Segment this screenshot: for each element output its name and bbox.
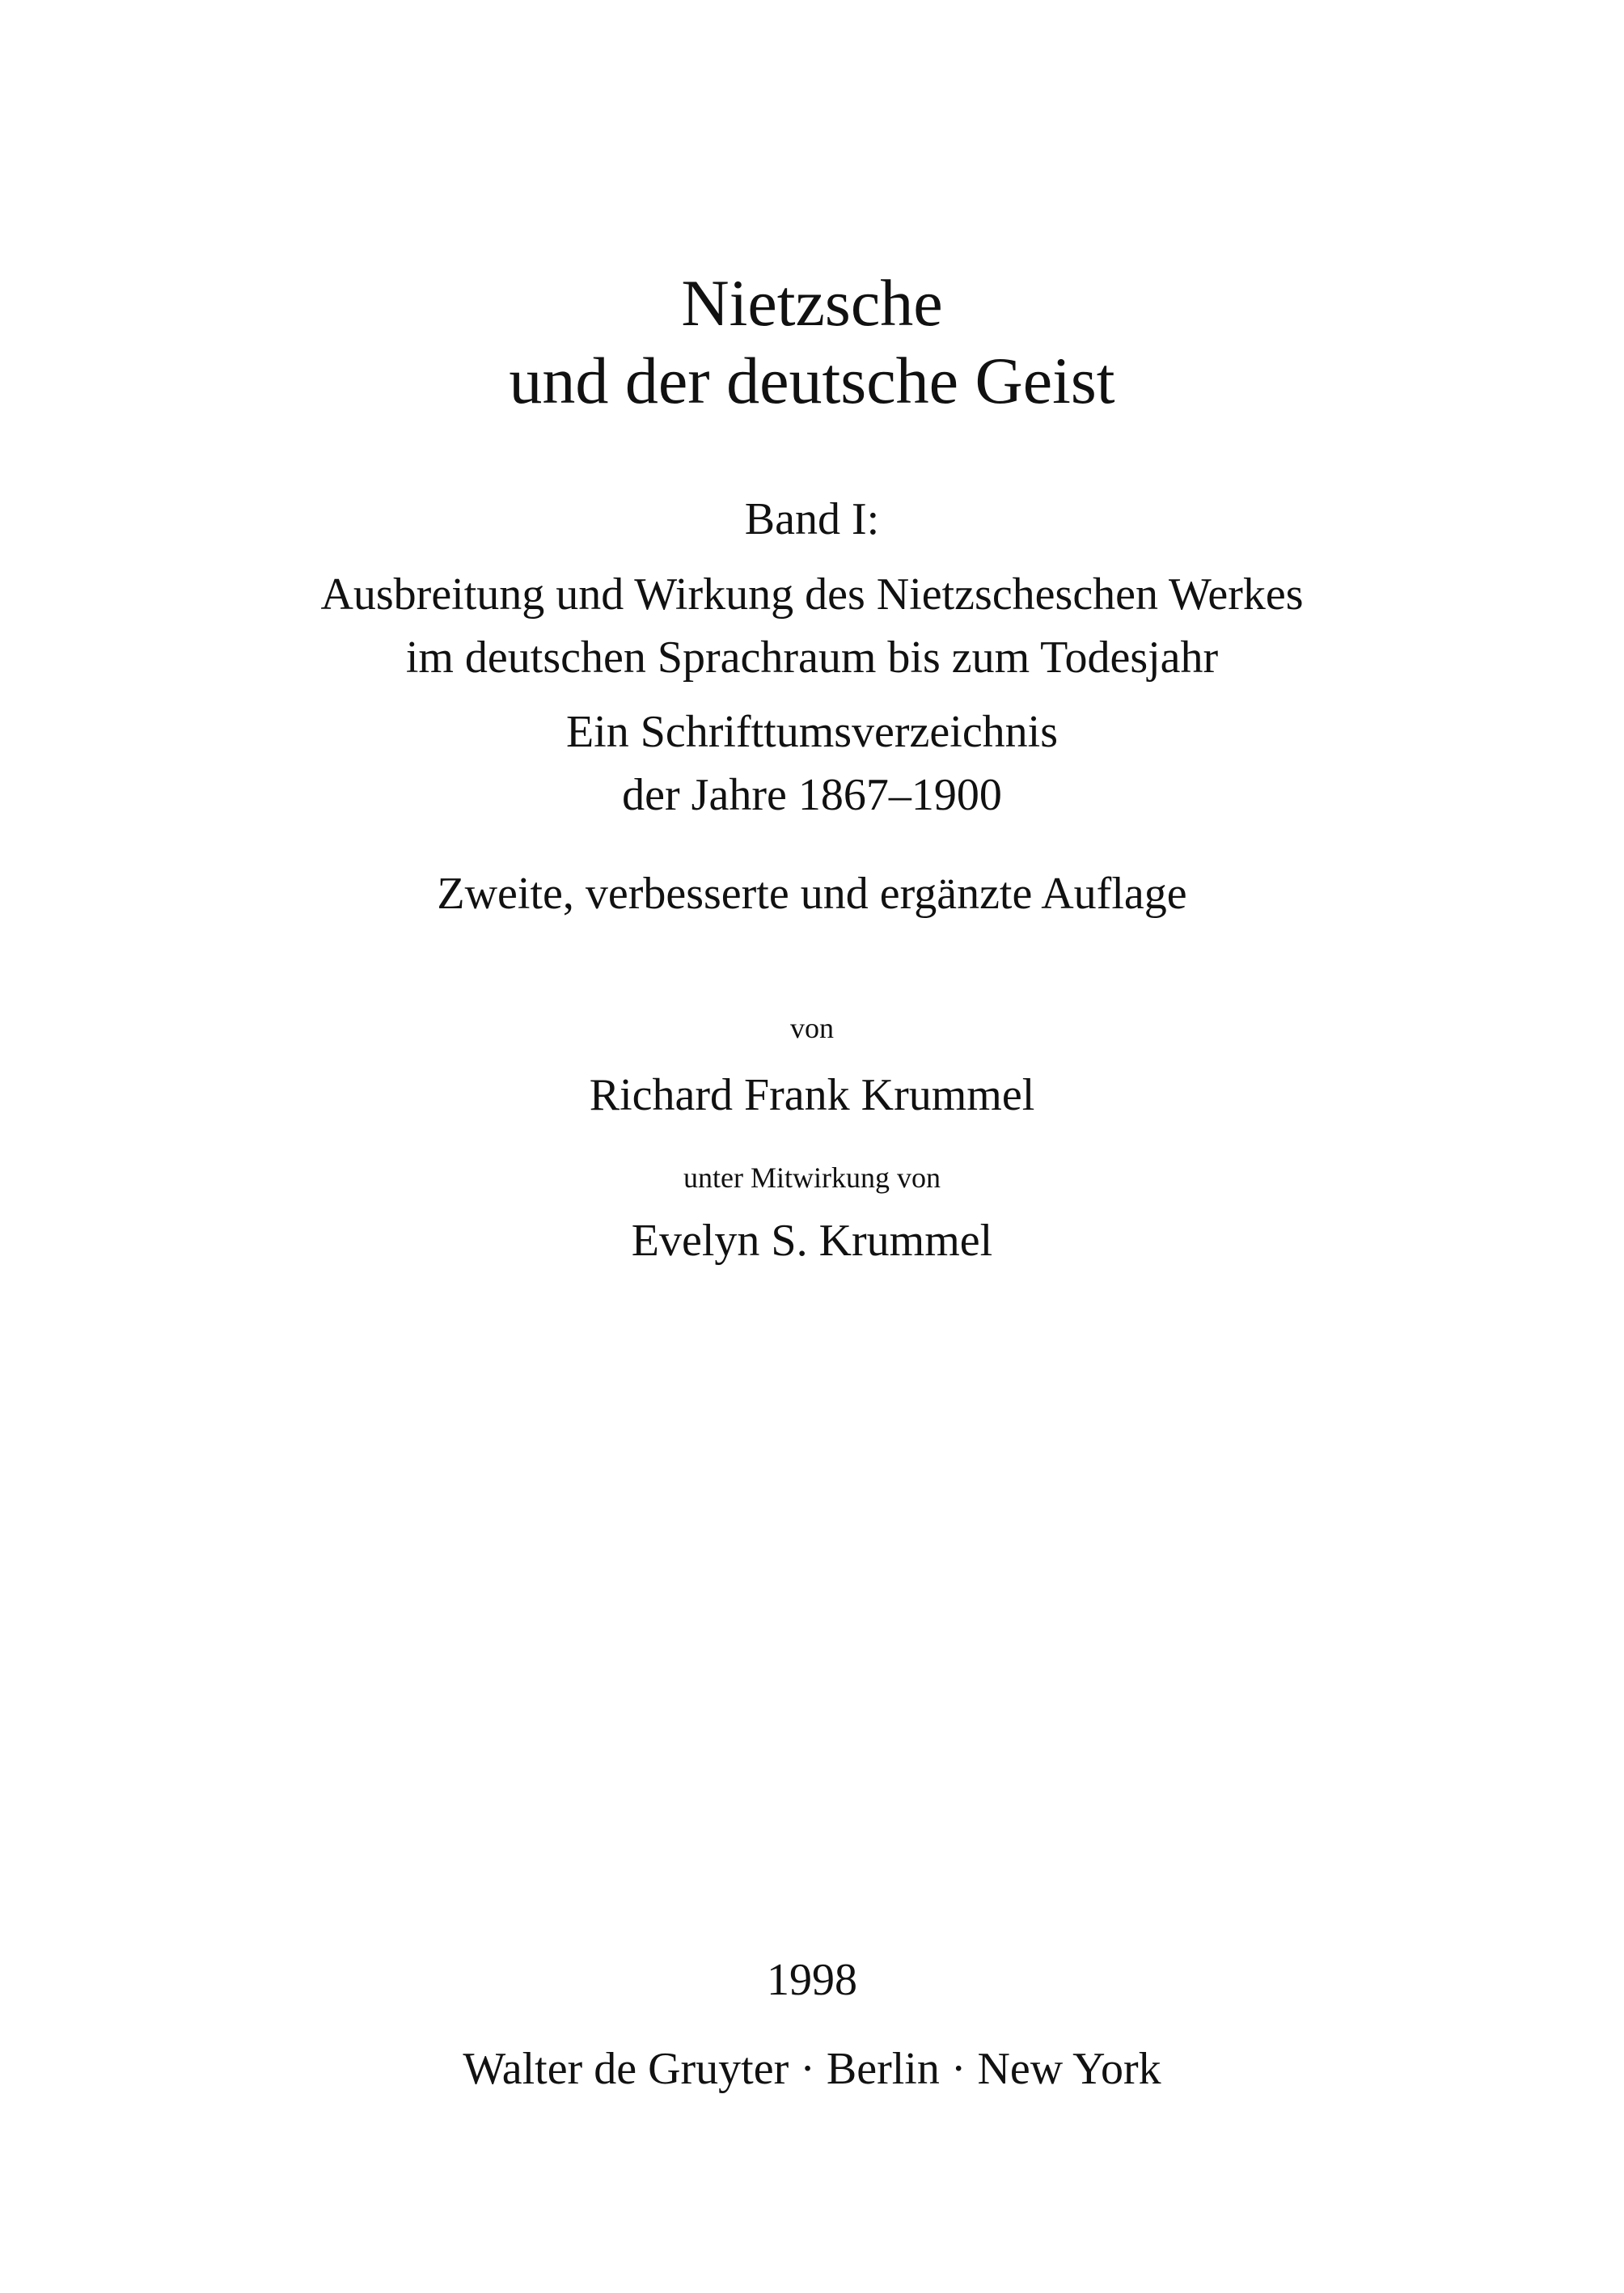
volume-description-line-1: Ausbreitung und Wirkung des Nietzscheschen Werkes: [320, 569, 1304, 620]
volume-subtitle-line-1: Ein Schrifttumsverzeichnis: [565, 707, 1059, 757]
volume-description-line-2: im deutschen Sprachraum bis zum Todesjahr: [405, 632, 1219, 683]
publication-year: 1998: [767, 1955, 857, 2005]
book-title-line-2: und der deutsche Geist: [509, 344, 1115, 417]
edition-statement: Zweite, verbesserte und ergänzte Auflage: [437, 869, 1187, 919]
by-label: von: [790, 1012, 834, 1044]
volume-subtitle-line-2: der Jahre 1867–1900: [622, 770, 1002, 820]
book-title-line-1: Nietzsche: [681, 266, 943, 340]
collaboration-label: unter Mitwirkung von: [683, 1161, 941, 1194]
author-name: Richard Frank Krummel: [589, 1070, 1035, 1120]
publisher-imprint: Walter de Gruyter · Berlin · New York: [463, 2044, 1161, 2094]
coauthor-name: Evelyn S. Krummel: [631, 1216, 993, 1266]
volume-label: Band I:: [744, 494, 880, 544]
